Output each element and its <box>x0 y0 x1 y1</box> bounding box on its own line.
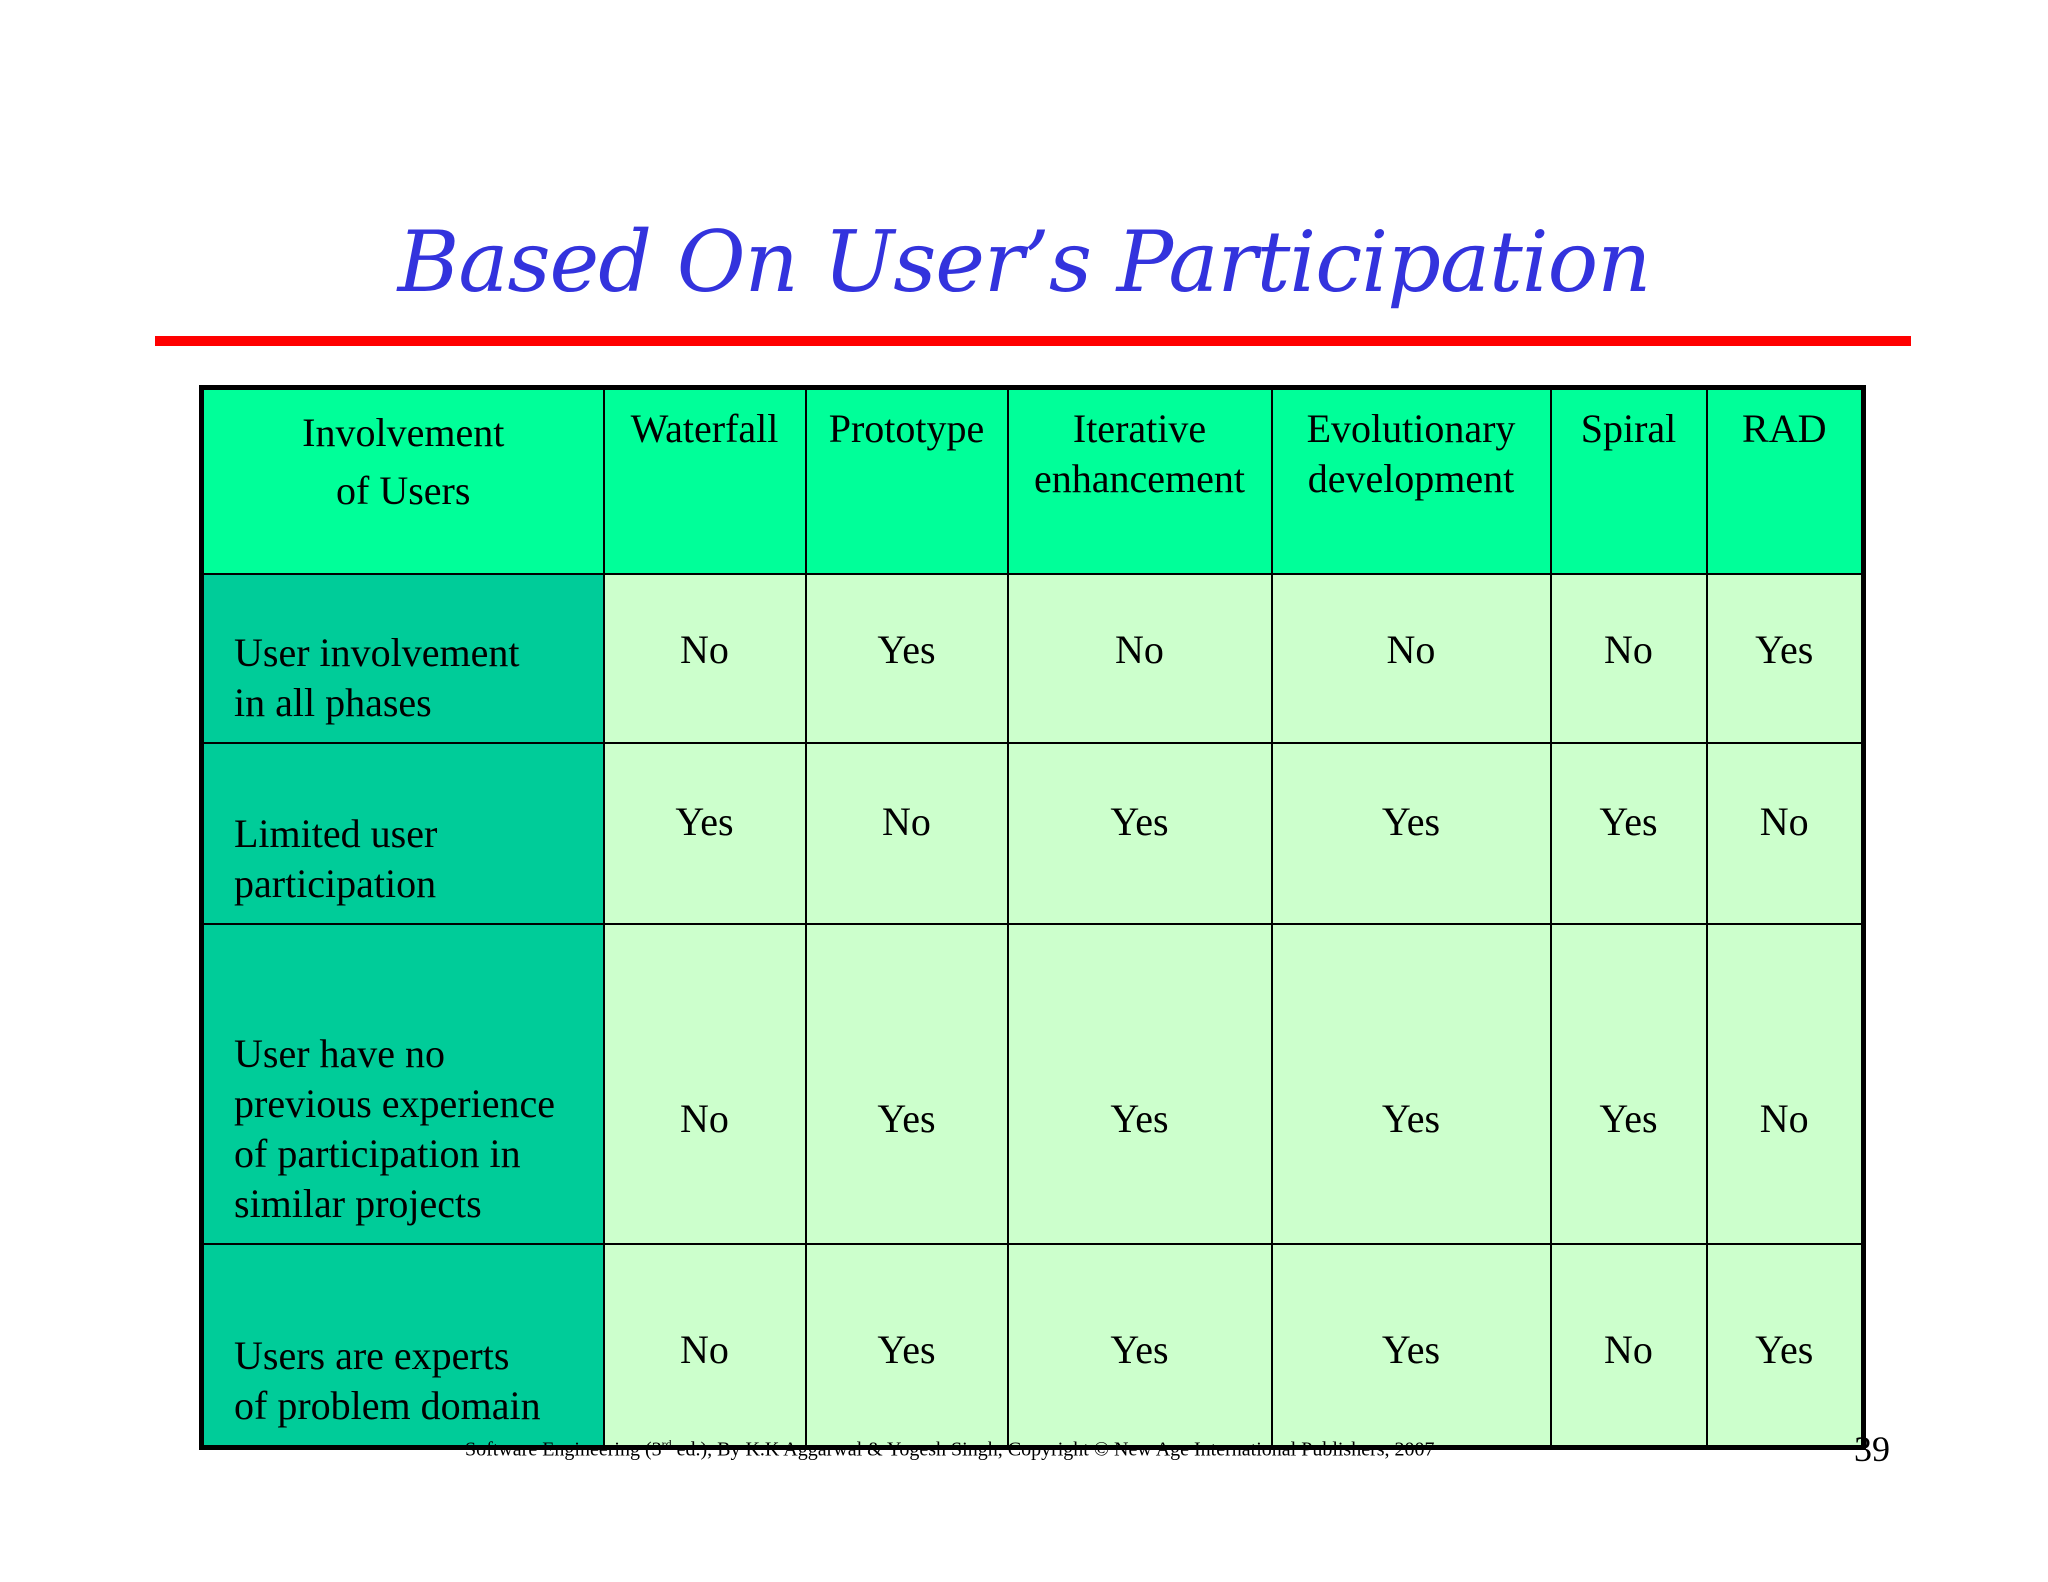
row-label-line: User involvement <box>234 629 520 675</box>
table-row <box>202 1244 1864 1448</box>
header-rad <box>1707 388 1864 574</box>
header-line: Involvement <box>302 410 505 455</box>
table-cell: Yes <box>1008 743 1272 924</box>
header-line: RAD <box>1742 406 1827 451</box>
header-line: enhancement <box>1034 456 1245 501</box>
table-cell: No <box>604 574 806 743</box>
table-header-row <box>202 388 1864 574</box>
row-label-line: Users are experts <box>234 1332 510 1378</box>
row-label <box>202 1244 604 1448</box>
row-label <box>202 574 604 743</box>
table-row <box>202 743 1864 924</box>
row-label <box>202 924 604 1244</box>
table-cell: No <box>1551 1244 1707 1448</box>
table-cell: Yes <box>604 743 806 924</box>
table-cell: Yes <box>1272 1244 1551 1448</box>
footer-citation <box>465 1437 1435 1462</box>
footer-superscript: rd <box>661 1437 672 1451</box>
table-cell: Yes <box>806 574 1008 743</box>
table-cell: Yes <box>1008 924 1272 1244</box>
header-evolutionary-development <box>1272 388 1551 574</box>
row-label-line: in all phases <box>234 679 432 725</box>
footer-prefix: Software Engineering (3 <box>465 1438 662 1461</box>
table-cell: No <box>1008 574 1272 743</box>
table-cell: No <box>604 924 806 1244</box>
table-cell: No <box>1707 924 1864 1244</box>
row-label <box>202 743 604 924</box>
header-line: Iterative <box>1072 406 1207 451</box>
table-cell: No <box>806 743 1008 924</box>
header-prototype <box>806 388 1008 574</box>
header-iterative-enhancement <box>1008 388 1272 574</box>
table-cell: No <box>1551 574 1707 743</box>
header-line: of Users <box>336 468 471 513</box>
header-line: Prototype <box>828 406 985 451</box>
title-underline <box>155 336 1911 346</box>
header-waterfall <box>604 388 806 574</box>
table-cell: No <box>1707 743 1864 924</box>
table-cell: Yes <box>1707 574 1864 743</box>
table-cell: Yes <box>806 924 1008 1244</box>
header-line: Spiral <box>1580 406 1677 451</box>
table-row <box>202 924 1864 1244</box>
table-cell: Yes <box>1707 1244 1864 1448</box>
row-label-line: similar projects <box>234 1180 482 1226</box>
row-label-line: Limited user <box>234 810 438 856</box>
table-cell: Yes <box>1008 1244 1272 1448</box>
page-number: 39 <box>1854 1429 1890 1469</box>
header-line: development <box>1307 456 1515 501</box>
row-label-line: of participation in <box>234 1130 521 1176</box>
row-label-line: User have no <box>234 1030 446 1076</box>
table-cell: No <box>604 1244 806 1448</box>
header-spiral <box>1551 388 1707 574</box>
row-label-line: of problem domain <box>234 1382 541 1428</box>
table-cell: Yes <box>1551 924 1707 1244</box>
header-line: Waterfall <box>630 406 779 451</box>
table-row <box>202 574 1864 743</box>
slide-title: Based On User’s Participation <box>397 213 1651 311</box>
header-line: Evolutionary <box>1306 406 1516 451</box>
row-label-line: participation <box>234 860 437 906</box>
table-cell: Yes <box>806 1244 1008 1448</box>
comparison-table <box>199 385 1866 1450</box>
table-cell: Yes <box>1272 924 1551 1244</box>
table-cell: Yes <box>1272 743 1551 924</box>
row-label-line: previous experience <box>234 1080 555 1126</box>
footer-suffix: ed.), By K.K Aggarwal & Yogesh Singh, Copyright © New Age International Publishers, 2007 <box>671 1438 1435 1461</box>
table-cell: Yes <box>1551 743 1707 924</box>
table-cell: No <box>1272 574 1551 743</box>
header-involvement-of-users <box>202 388 604 574</box>
